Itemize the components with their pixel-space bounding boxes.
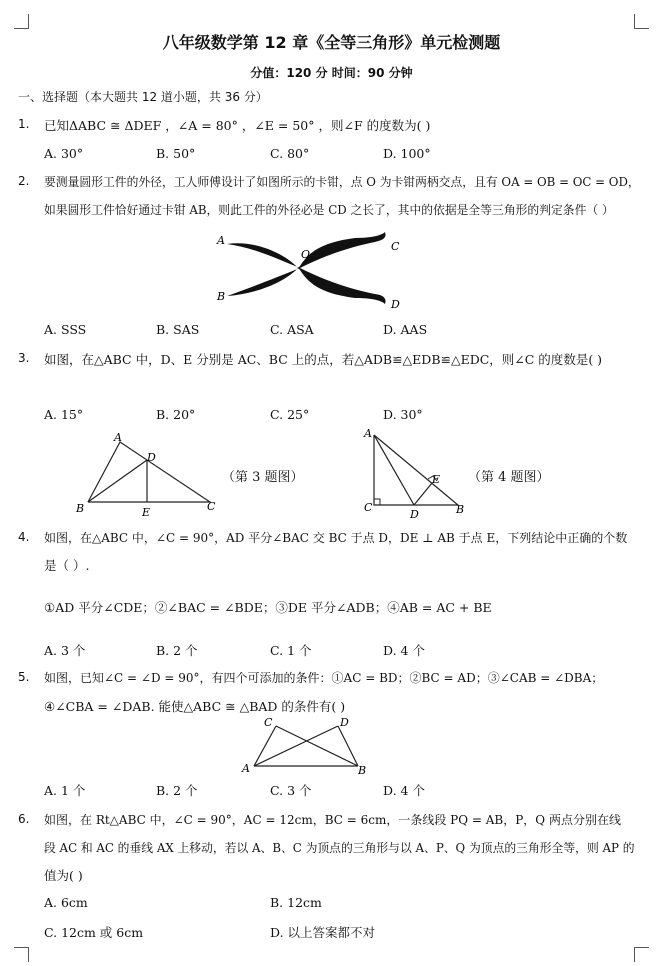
caliper-figure [215, 228, 400, 308]
fig4-label-c: C [364, 501, 373, 514]
fig5-label-d: D [340, 716, 349, 729]
question-1-option-d: D. 100° [383, 146, 431, 161]
caliper-label-a: A [217, 234, 225, 247]
question-5-text-line-2: ④∠CBA = ∠DAB. 能使△ABC ≅ △BAD 的条件有( ) [44, 699, 346, 714]
question-4-option-b: B. 2 个 [156, 643, 198, 658]
score-time-line: 分值：120 分 时间：90 分钟 [250, 66, 413, 80]
page-title: 八年级数学第 12 章《全等三角形》单元检测题 [162, 33, 501, 52]
crop-mark-top-left [14, 14, 29, 29]
question-6-option-d: D. 以上答案都不对 [270, 925, 376, 940]
question-2-option-b: B. SAS [156, 322, 200, 337]
fig3-label-a: A [114, 431, 122, 444]
caliper-label-c: C [391, 240, 400, 253]
question-5-number: 5. [18, 670, 30, 684]
question-1-option-c: C. 80° [270, 146, 310, 161]
question-2-number: 2. [18, 174, 30, 188]
caliper-label-b: B [217, 290, 226, 303]
question-1-number: 1. [18, 117, 30, 131]
crop-mark-bottom-right [634, 947, 649, 962]
figure-4-caption: （第 4 题图） [468, 470, 550, 485]
crop-mark-top-right [634, 14, 649, 29]
fig3-label-c: C [207, 500, 216, 513]
question-6-option-b: B. 12cm [270, 895, 322, 910]
caliper-label-o: O [301, 248, 311, 261]
question-3-option-a: A. 15° [44, 407, 84, 422]
question-5-text-line-1: 如图，已知∠C = ∠D = 90°，有四个可添加的条件：①AC = BD；②BC = AD；③∠CAB = ∠DBA； [44, 671, 604, 685]
section-heading: 一、选择题（本大题共 12 道小题，共 36 分） [18, 90, 268, 104]
question-5-option-c: C. 3 个 [270, 783, 312, 798]
question-3-option-c: C. 25° [270, 407, 310, 422]
question-5-option-d: D. 4 个 [383, 783, 425, 798]
fig4-label-a: A [364, 427, 372, 440]
figure-5-quadrilateral [240, 716, 370, 776]
figure-3-caption: （第 3 题图） [222, 470, 304, 485]
question-6-text-line-3: 值为( ) [44, 868, 83, 883]
question-4-option-d: D. 4 个 [383, 643, 425, 658]
question-6-number: 6. [18, 812, 30, 826]
fig5-label-a: A [242, 762, 250, 775]
crop-mark-bottom-left [14, 947, 29, 962]
question-1-option-a: A. 30° [44, 146, 84, 161]
fig3-label-d: D [147, 451, 156, 464]
fig4-label-d: D [410, 508, 419, 520]
question-3-option-b: B. 20° [156, 407, 196, 422]
fig5-label-c: C [264, 716, 273, 729]
caliper-label-d: D [391, 298, 400, 308]
question-4-text-line-2: 是（ ）. [44, 558, 90, 573]
question-3-option-d: D. 30° [383, 407, 423, 422]
figure-4-triangle [360, 425, 470, 520]
question-2-text-line-2: 如果圆形工件恰好通过卡钳 AB，则此工件的外径必是 CD 之长了，其中的依据是全等三角形的判定条件（ ） [44, 203, 614, 217]
question-6-text-line-2: 段 AC 和 AC 的垂线 AX 上移动，若以 A、B、C 为顶点的三角形与以 A、P、Q 为顶点的三角形全等，则 AP 的 [44, 841, 635, 855]
question-5-option-a: A. 1 个 [44, 783, 86, 798]
question-4-number: 4. [18, 530, 30, 544]
question-2-text-line-1: 要测量圆形工件的外径，工人师傅设计了如图所示的卡钳，点 O 为卡钳两柄交点，且有 OA = OB = OC = OD， [44, 175, 640, 189]
question-2-option-c: C. ASA [270, 322, 314, 337]
question-6-option-c: C. 12cm 或 6cm [44, 925, 144, 940]
question-1-text: 已知ΔABC ≅ ΔDEF ，∠A = 80° ，∠E = 50° ，则∠F 的度数为( ) [44, 118, 431, 133]
fig4-label-e: E [432, 473, 441, 486]
question-3-number: 3. [18, 351, 30, 365]
fig4-label-b: B [456, 503, 465, 516]
figure-3-triangle [72, 430, 222, 518]
fig5-label-b: B [358, 764, 367, 776]
question-4-option-a: A. 3 个 [44, 643, 86, 658]
question-4-option-c: C. 1 个 [270, 643, 312, 658]
question-2-option-d: D. AAS [383, 322, 428, 337]
question-3-text: 如图，在△ABC 中，D、E 分别是 AC、BC 上的点，若△ADB≌△EDB≌△EDC，则∠C 的度数是( ) [44, 352, 603, 367]
question-4-statements: ①AD 平分∠CDE；②∠BAC = ∠BDE；③DE 平分∠ADB；④AB = AC + BE [44, 600, 492, 615]
question-5-option-b: B. 2 个 [156, 783, 198, 798]
question-1-option-b: B. 50° [156, 146, 196, 161]
question-6-option-a: A. 6cm [44, 895, 88, 910]
question-4-text-line-1: 如图，在△ABC 中，∠C = 90°，AD 平分∠BAC 交 BC 于点 D，DE ⊥ AB 于点 E，下列结论中正确的个数 [44, 531, 628, 545]
fig3-label-e: E [142, 506, 151, 518]
question-6-text-line-1: 如图，在 Rt△ABC 中，∠C = 90°，AC = 12cm，BC = 6cm，一条线段 PQ = AB，P，Q 两点分别在线 [44, 813, 621, 827]
question-2-option-a: A. SSS [44, 322, 87, 337]
fig3-label-b: B [76, 502, 85, 515]
